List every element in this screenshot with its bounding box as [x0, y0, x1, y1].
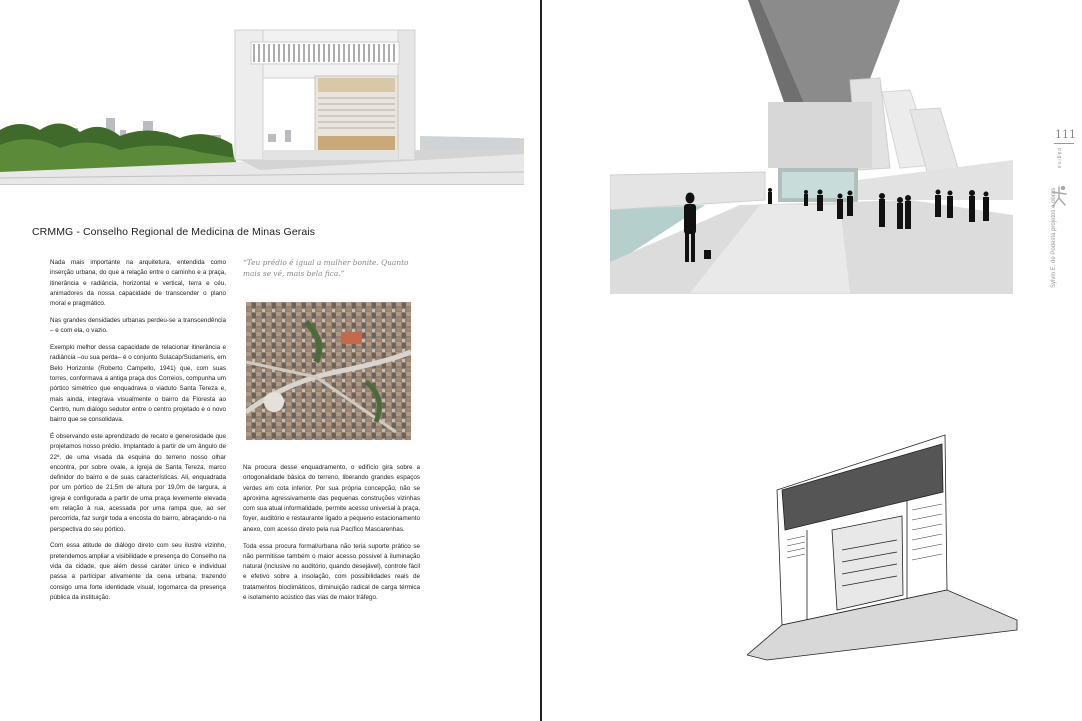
abstract-figure-logo-icon: [1046, 184, 1072, 210]
paragraph: Nas grandes densidades urbanas perdeu-se a transcendência – e com ela, o vazio.: [50, 316, 226, 335]
aerial-photo: [246, 302, 411, 440]
author-credit: [1051, 187, 1057, 288]
author-subtitle: projetos e obras: [1051, 187, 1057, 231]
page-number: 111: [1055, 128, 1076, 141]
paragraph: Na procura desse enquadramento, o edifício gira sobre a ortogonalidade básica do terreno, liberando grandes espaços verdes em cota inferior. Por sua própria concepção, não se aproxima agressivamente das pequenas construções vizinhas com sua atual informalidade, permite acesso universal à praça, foyer, auditório e restaurante ligado a pequeno estacionamento anexo, com acesso direto pela rua Pacífico Mascarenhas.: [243, 464, 420, 533]
plaza-render-image: [610, 0, 1013, 294]
pull-quote: “Teu prédio é igual a mulher bonite. Quanto mais se vê, mais bela fica.”: [243, 258, 409, 278]
page-word: página: [1056, 148, 1062, 170]
left-page: [0, 0, 540, 721]
page-number-rule: [1054, 143, 1074, 144]
author-name: Sylvio E. de Podestá: [1051, 232, 1057, 288]
paragraph: É observando este aprendizado de recato e generosidade que projetamos nosso prédio. Implantado a partir de um ângulo de 22º, de uma visada da esquina do terreno nosso olhar encontra, por sobre ovale, a igreja de Santa Tereza, marco definidor do bairro e de suas características. Ali, enquadrada por um pórtico de 21,5m de altura por 19,0m de largura, a igreja é configurada a partir de uma praça levemente elevada em relação à rua, acessada por uma rampa que, ao ser percorrida, faz surgir toda a encosta do bairro, abraçando-o na perspectiva do seu pórtico.: [50, 432, 226, 533]
body-column-left: [50, 258, 226, 610]
project-title: CRMMG - Conselho Regional de Medicina de Minas Gerais: [32, 226, 316, 238]
paragraph: Nada mais importante na arquitetura, entendida como inserção urbana, do que a relação entre o caminho e a praça, itinerância e radiância, horizontal e vertical, terra e céu, animadores da nossa capacidade de transcender o plano moral e pragmático.: [50, 259, 226, 308]
paragraph: Com essa atitude de diálogo direto com seu ilustre vizinho, pretendemos ampliar a visibilidade e presença do Conselho na vida da cidade, que além desse caráter único e individual passa a participar ativamente da cena urbana, trazendo consigo uma forte identidade visual, logomarca da presença pública da instituição.: [50, 542, 226, 601]
paragraph: Exemplo melhor dessa capacidade de relacionar itinerância e radiância –ou sua perda– é o conjunto Sulacap/Sudameris, em Belo Horizonte (Roberto Campello, 1941) que, com suas torres, conformava a antiga praça dos Correios, compunha um pórtico simétrico que enquadrava o viaduto Santa Tereza e, mais ainda, integrava visualmente o bairro da Floresta ao Centro, num diálogo sedutor entre o centro projetado e o novo bairro que se consolidava.: [50, 344, 226, 424]
perspective-sketch: [747, 430, 1027, 665]
hero-render-image: [0, 0, 524, 185]
body-column-right: [243, 463, 420, 610]
paragraph: Toda essa procura formal/urbana não teria suporte prático se não permitisse também o maior acesso possível à iluminação natural (inclusive no auditório, quando desejável), controle fácil e efetivo sobre a insolação, com possibilidades reais de tratamentos bioclimáticos, diminuição radical de carga térmica e isolamento acústico das vias de maior tráfego.: [243, 542, 420, 602]
right-page: [542, 0, 1082, 721]
